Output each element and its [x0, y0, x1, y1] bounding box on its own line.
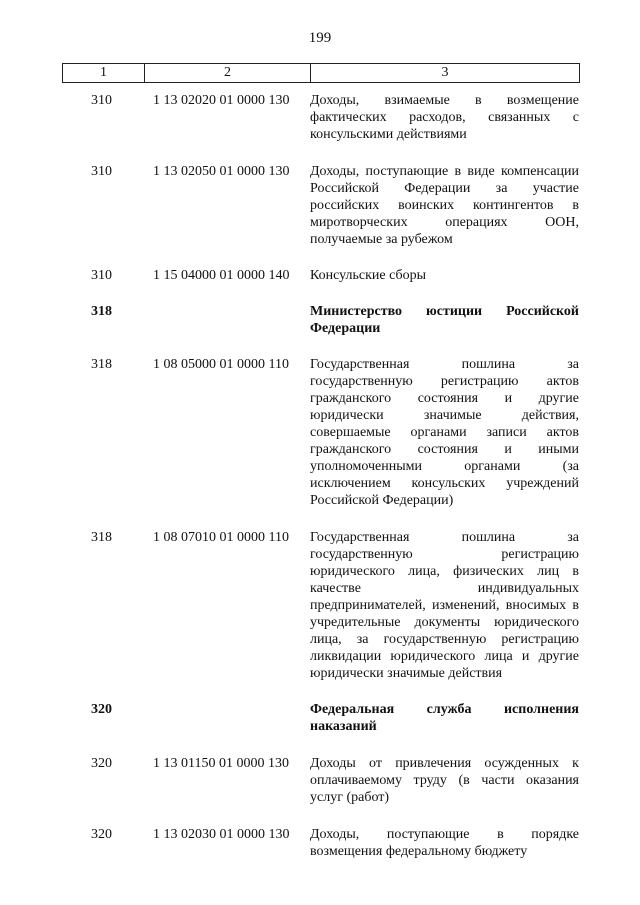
admin-code: 318	[91, 357, 112, 372]
table-row	[0, 356, 640, 509]
column-header-2: 2	[145, 64, 311, 82]
income-description: Государственная пошлина за государственную регистрацию юридического лица, физических лиц в качестве индивидуальных предпринимателей, изменений, вносимых в учредительные документы юридического лица, за государственную регистрацию ликвидации юридического лица и другие юридически значимые действия	[310, 530, 579, 681]
admin-code: 318	[91, 304, 112, 319]
table-row	[0, 826, 640, 860]
table-row	[0, 755, 640, 806]
budget-classification-code: 1 13 02050 01 0000 130	[153, 164, 290, 179]
admin-code: 320	[91, 756, 112, 771]
agency-heading: Федеральная служба исполнения наказаний	[310, 702, 579, 734]
column-header-3: 3	[441, 65, 449, 80]
admin-code: 320	[91, 702, 112, 717]
table-row	[0, 92, 640, 143]
table-row	[0, 163, 640, 248]
income-description: Доходы, взимаемые в возмещение фактических расходов, связанных с консульскими действиями	[310, 93, 579, 142]
budget-classification-code: 1 08 05000 01 0000 110	[153, 357, 289, 372]
budget-classification-code: 1 13 02020 01 0000 130	[153, 93, 290, 108]
admin-code: 320	[91, 827, 112, 842]
admin-code: 310	[91, 93, 112, 108]
table-row	[0, 701, 640, 735]
income-description: Консульские сборы	[310, 268, 427, 283]
column-header-row	[62, 63, 580, 83]
budget-classification-code: 1 08 07010 01 0000 110	[153, 530, 289, 545]
budget-classification-code: 1 13 02030 01 0000 130	[153, 827, 290, 842]
table-row	[0, 267, 640, 284]
table-body	[0, 92, 640, 860]
budget-classification-code: 1 13 01150 01 0000 130	[153, 756, 289, 771]
income-description: Доходы, поступающие в виде компенсации Российской Федерации за участие российских воинских контингентов в миротворческих операциях ООН, получаемые за рубежом	[310, 164, 579, 247]
agency-heading: Министерство юстиции Российской Федерации	[310, 304, 579, 336]
table-row	[0, 529, 640, 682]
admin-code: 310	[91, 268, 112, 283]
column-header-1: 1	[63, 64, 145, 82]
budget-classification-code: 1 15 04000 01 0000 140	[153, 268, 290, 283]
admin-code: 318	[91, 530, 112, 545]
admin-code: 310	[91, 164, 112, 179]
income-description: Доходы, поступающие в порядке возмещения федеральному бюджету	[310, 827, 579, 859]
income-description: Государственная пошлина за государственную регистрацию актов гражданского состояния и другие юридически значимые действия, совершаемые органами записи актов гражданского состояния и иными уполномоченными органами (за исключением консульских учреждений Российской Федерации)	[310, 357, 579, 508]
income-description: Доходы от привлечения осужденных к оплачиваемому труду (в части оказания услуг (работ)	[310, 756, 579, 805]
page-number: 199	[308, 30, 332, 46]
table-row	[0, 303, 640, 337]
